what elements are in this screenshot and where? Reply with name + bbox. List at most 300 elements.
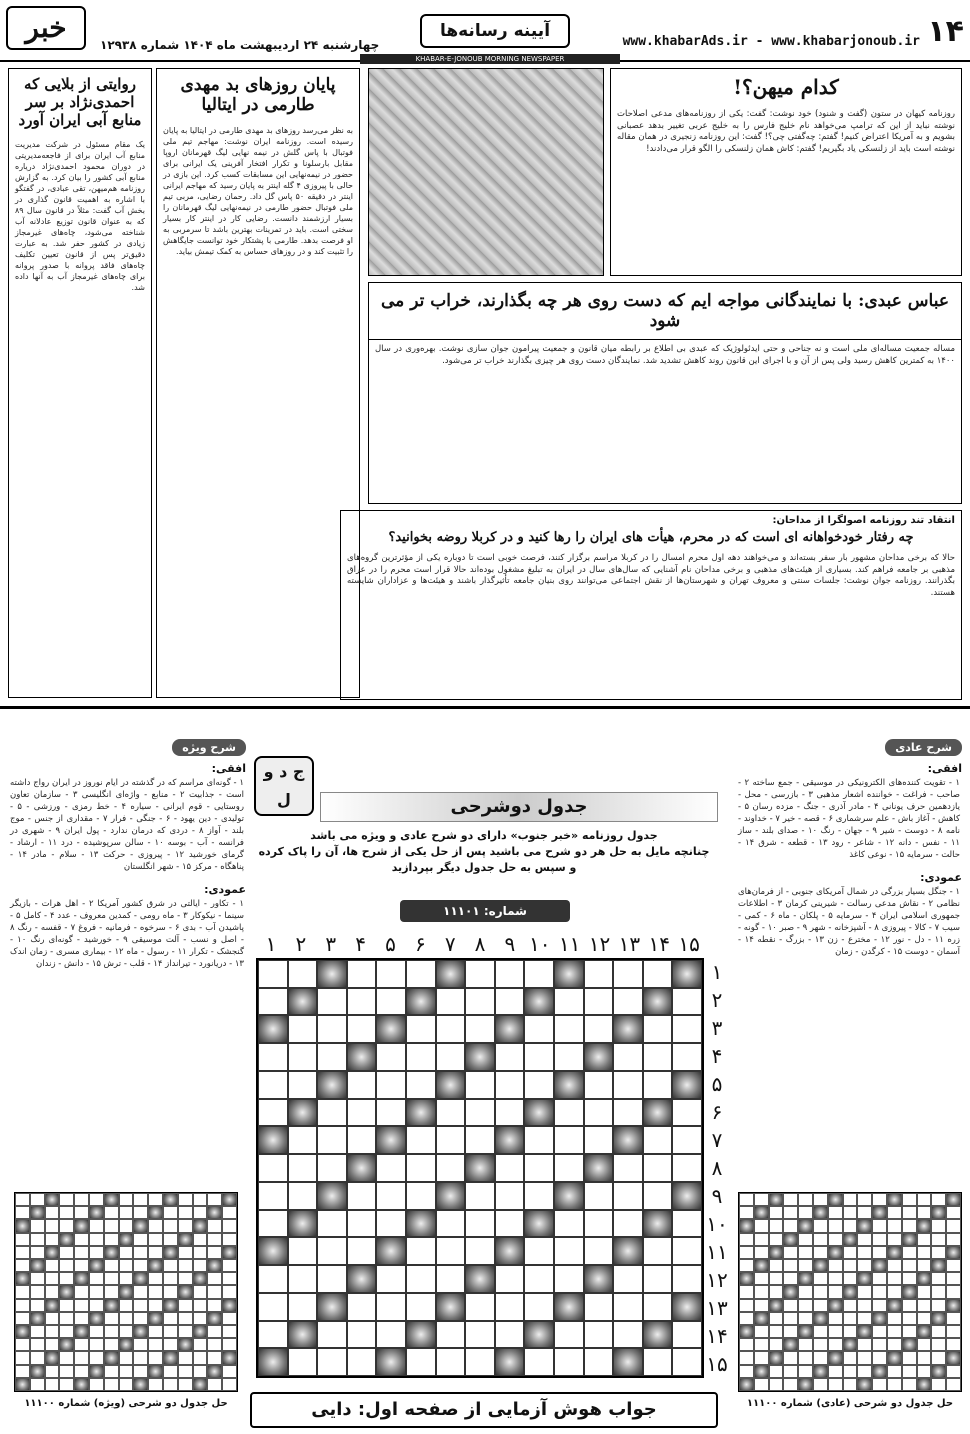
black-cell [798,1325,813,1338]
answer-cell [59,1259,74,1272]
grid-cell[interactable] [347,960,377,988]
grid-cell[interactable] [406,1348,436,1376]
grid-cell[interactable] [258,960,288,988]
grid-cell[interactable] [672,1126,702,1154]
black-cell [376,1237,406,1265]
answer-cell [946,1233,961,1246]
grid-cell[interactable] [376,1265,406,1293]
answer-cell [119,1351,134,1364]
answer-cell [119,1325,134,1338]
black-cell [436,960,466,988]
answer-cell [178,1206,193,1219]
grid-cell[interactable] [288,1015,318,1043]
grid-cell[interactable] [524,1182,554,1210]
grid-cell[interactable] [495,1293,525,1321]
grid-cell[interactable] [643,1015,673,1043]
grid-cell[interactable] [465,1210,495,1238]
grid-cell[interactable] [317,1099,347,1127]
grid-cell[interactable] [288,1071,318,1099]
grid-cell[interactable] [465,1071,495,1099]
grid-cell[interactable] [554,1015,584,1043]
grid-cell[interactable] [495,1154,525,1182]
black-cell [931,1206,946,1219]
black-cell [119,1233,134,1246]
black-cell [524,1099,554,1127]
answer-cell [798,1338,813,1351]
answer-cell [207,1299,222,1312]
grid-cell[interactable] [406,1126,436,1154]
black-cell [15,1272,30,1285]
grid-cell[interactable] [317,988,347,1016]
grid-cell[interactable] [465,1182,495,1210]
grid-cell[interactable] [524,1071,554,1099]
grid-cell[interactable] [436,1043,466,1071]
grid-cell[interactable] [524,960,554,988]
black-cell [133,1219,148,1232]
grid-cell[interactable] [613,1043,643,1071]
black-cell [613,1348,643,1376]
black-cell [288,988,318,1016]
grid-cell[interactable] [672,1321,702,1349]
grid-cell[interactable] [288,1237,318,1265]
grid-cell[interactable] [554,1154,584,1182]
grid-cell[interactable] [672,1265,702,1293]
grid-cell[interactable] [613,1182,643,1210]
black-cell [15,1325,30,1338]
grid-cell[interactable] [436,1265,466,1293]
grid-cell[interactable] [376,1071,406,1099]
grid-cell[interactable] [554,1321,584,1349]
grid-cell[interactable] [406,960,436,988]
black-cell [222,1193,237,1206]
answer-cell [59,1299,74,1312]
grid-cell[interactable] [406,1182,436,1210]
grid-cell[interactable] [465,1099,495,1127]
grid-cell[interactable] [613,988,643,1016]
black-cell [104,1351,119,1364]
grid-cell[interactable] [347,1348,377,1376]
grid-cell[interactable] [643,1071,673,1099]
grid-cell[interactable] [376,1210,406,1238]
grid-cell[interactable] [524,1237,554,1265]
grid-cell[interactable] [406,1265,436,1293]
grid-cell[interactable] [524,1265,554,1293]
grid-cell[interactable] [406,1154,436,1182]
answer-cell [30,1246,45,1259]
answer-cell [207,1338,222,1351]
grid-cell[interactable] [436,1015,466,1043]
grid-cell[interactable] [584,1071,614,1099]
grid-cell[interactable] [495,1321,525,1349]
grid-cell[interactable] [643,1348,673,1376]
grid-cell[interactable] [258,1099,288,1127]
grid-cell[interactable] [436,1348,466,1376]
column-number: ۸ [474,932,486,956]
grid-cell[interactable] [258,988,288,1016]
grid-cell[interactable] [672,1099,702,1127]
row-number: ۲ [711,988,723,1012]
subtitle-strip: KHABAR-E-JONOUB MORNING NEWSPAPER [360,54,620,64]
grid-cell[interactable] [584,1237,614,1265]
grid-cell[interactable] [524,1043,554,1071]
grid-cell[interactable] [554,1099,584,1127]
grid-cell[interactable] [347,1015,377,1043]
answer-cell [843,1259,858,1272]
grid-cell[interactable] [347,988,377,1016]
answer-cell [148,1378,163,1391]
answer-cell [739,1365,754,1378]
black-cell [207,1206,222,1219]
grid-cell[interactable] [495,1265,525,1293]
websites[interactable]: www.khabarAds.ir - www.khabarjonoub.ir [622,34,920,49]
grid-cell[interactable] [317,1210,347,1238]
grid-cell[interactable] [347,1099,377,1127]
grid-cell[interactable] [347,1210,377,1238]
answer-cell [148,1325,163,1338]
grid-cell[interactable] [465,1237,495,1265]
grid-cell[interactable] [436,1099,466,1127]
black-cell [163,1193,178,1206]
answer-cell [917,1338,932,1351]
grid-cell[interactable] [258,1321,288,1349]
answer-cell [902,1206,917,1219]
answer-cell [45,1285,60,1298]
black-cell [872,1365,887,1378]
grid-cell[interactable] [465,1348,495,1376]
grid-cell[interactable] [495,960,525,988]
grid-cell[interactable] [495,1043,525,1071]
article-body: به نظر می‌رسد روزهای بد مهدی طارمی در ایتالیا به پایان رسیده است. روزنامه ایران نوشت: مهاجم تیم ملی فوتبال با پاس گلش در نیمه نهایی لیگ قهرمانان اروپا مقابل بارسلونا و تکرار افتخار آفرینی یک ایرانی برای حضور در نیمه‌نهایی این مسابقات کسب کرد. این بازی در حالی با پیروزی ۴ گله اینتر به پایان رسید که مهاجم ایرانی اینتر در دقیقه ۵۰ پاس گل داد. رحمان رضایی، مربی تیم ملی فوتبال حضور طارمی در نیمه‌نهایی لیگ قهرمانان را بسیار ارزشمند دانست. رضایی کار در اینتر کار بسیار سختی است. باید در تمرینات بهترین باشد تا سرمربی به او فرصت بدهد. طارمی با پشتکار خود توانست جایگاهش را تثبیت کند و در روزهای حساس به کمک تیمش بیاید. [163,126,353,256]
grid-cell[interactable] [613,960,643,988]
grid-cell[interactable] [554,1126,584,1154]
grid-cell[interactable] [465,960,495,988]
grid-cell[interactable] [288,1043,318,1071]
grid-cell[interactable] [643,1182,673,1210]
grid-cell[interactable] [554,1043,584,1071]
grid-cell[interactable] [436,1237,466,1265]
answer-cell [739,1233,754,1246]
answer-cell [222,1312,237,1325]
answer-cell [887,1219,902,1232]
black-cell [317,960,347,988]
normal-label: شرح عادی [885,739,962,756]
grid-cell[interactable] [317,1154,347,1182]
grid-cell[interactable] [376,988,406,1016]
black-cell [104,1246,119,1259]
grid-cell[interactable] [376,1321,406,1349]
black-cell [843,1285,858,1298]
grid-cell[interactable] [406,1015,436,1043]
answer-cell [207,1325,222,1338]
answer-cell [872,1219,887,1232]
grid-cell[interactable] [347,1237,377,1265]
grid-cell[interactable] [554,988,584,1016]
grid-cell[interactable] [524,1126,554,1154]
grid-cell[interactable] [317,1015,347,1043]
grid-cell[interactable] [613,1154,643,1182]
answer-cell [30,1299,45,1312]
grid-cell[interactable] [465,1321,495,1349]
answer-cell [813,1378,828,1391]
answer-cell [178,1259,193,1272]
grid-cell[interactable] [347,1071,377,1099]
grid-cell[interactable] [672,1015,702,1043]
grid-cell[interactable] [376,1154,406,1182]
grid-cell[interactable] [554,1348,584,1376]
grid-cell[interactable] [584,1015,614,1043]
black-cell [917,1272,932,1285]
grid-cell[interactable] [465,988,495,1016]
grid-cell[interactable] [258,1071,288,1099]
grid-cell[interactable] [288,1182,318,1210]
grid-cell[interactable] [376,960,406,988]
grid-cell[interactable] [613,1321,643,1349]
answer-cell [104,1365,119,1378]
answer-cell [15,1206,30,1219]
grid-cell[interactable] [584,1182,614,1210]
grid-cell[interactable] [495,1099,525,1127]
grid-cell[interactable] [436,1210,466,1238]
grid-cell[interactable] [258,1154,288,1182]
answer-cell [828,1312,843,1325]
grid-cell[interactable] [554,1210,584,1238]
answer-cell [89,1299,104,1312]
grid-cell[interactable] [288,960,318,988]
answer-cell [15,1246,30,1259]
grid-cell[interactable] [436,1154,466,1182]
answer-cell [193,1312,208,1325]
grid-cell[interactable] [406,1293,436,1321]
grid-cell[interactable] [376,1043,406,1071]
grid-cell[interactable] [465,1293,495,1321]
answer-cell [754,1325,769,1338]
grid-cell[interactable] [554,1265,584,1293]
grid-cell[interactable] [406,1237,436,1265]
grid-cell[interactable] [672,1210,702,1238]
answer-cell [89,1246,104,1259]
grid-cell[interactable] [436,1321,466,1349]
black-cell [193,1378,208,1391]
row-number: ۱۳ [706,1296,728,1320]
grid-cell[interactable] [288,1265,318,1293]
answer-cell [163,1325,178,1338]
grid-cell[interactable] [495,1210,525,1238]
answer-cell [74,1285,89,1298]
grid-cell[interactable] [465,1015,495,1043]
grid-cell[interactable] [436,1126,466,1154]
answer-grid-special [14,1192,238,1392]
black-cell [465,1154,495,1182]
black-cell [59,1233,74,1246]
black-cell [887,1351,902,1364]
black-cell [798,1272,813,1285]
grid-cell[interactable] [584,988,614,1016]
answer-cell [207,1246,222,1259]
grid-cell[interactable] [643,1293,673,1321]
grid-cell[interactable] [258,1043,288,1071]
grid-cell[interactable] [584,1126,614,1154]
answer-cell [931,1338,946,1351]
column-number: ۴ [355,932,366,956]
answer-cell [828,1285,843,1298]
grid-cell[interactable] [554,1237,584,1265]
answer-cell [59,1312,74,1325]
grid-cell[interactable] [643,1237,673,1265]
answer-cell [119,1246,134,1259]
grid-cell[interactable] [524,1154,554,1182]
crossword-badge: ج د و ل [254,756,314,816]
article-title: عباس عبدی: با نمایندگانی مواجه ایم که دست روی هر چه بگذارند، خراب تر می شود [369,283,961,340]
grid-cell[interactable] [672,988,702,1016]
grid-cell[interactable] [465,1126,495,1154]
grid-cell[interactable] [584,960,614,988]
answer-cell [813,1338,828,1351]
grid-cell[interactable] [613,1293,643,1321]
grid-cell[interactable] [288,1154,318,1182]
article-taremi [156,68,360,698]
black-cell [133,1272,148,1285]
answer-label-normal: حل جدول دو شرحی (عادی) شماره ۱۱۱۰۰ [746,1398,954,1409]
answer-cell [887,1206,902,1219]
grid-cell[interactable] [495,988,525,1016]
crossword-header [250,752,718,894]
grid-cell[interactable] [584,1293,614,1321]
answer-cell [887,1365,902,1378]
grid-cell[interactable] [406,1043,436,1071]
black-cell [317,1293,347,1321]
answer-cell [769,1312,784,1325]
grid-cell[interactable] [376,1099,406,1127]
grid-cell[interactable] [672,1237,702,1265]
answer-cell [59,1365,74,1378]
answer-cell [89,1351,104,1364]
grid-cell[interactable] [406,1071,436,1099]
grid-cell[interactable] [672,1348,702,1376]
answer-cell [193,1299,208,1312]
grid-cell[interactable] [288,1293,318,1321]
black-cell [798,1378,813,1391]
grid-cell[interactable] [643,1043,673,1071]
answer-cell [45,1312,60,1325]
answer-cell [754,1338,769,1351]
grid-cell[interactable] [613,1210,643,1238]
quiz-answer: جواب هوش آزمایی از صفحه اول: دایی [250,1392,718,1428]
answer-cell [931,1351,946,1364]
answer-cell [89,1325,104,1338]
grid-cell[interactable] [317,1126,347,1154]
grid-cell[interactable] [643,1265,673,1293]
grid-cell[interactable] [376,1293,406,1321]
black-cell [89,1312,104,1325]
grid-cell[interactable] [643,1154,673,1182]
grid-cell[interactable] [317,1043,347,1071]
answer-cell [872,1351,887,1364]
grid-cell[interactable] [288,1348,318,1376]
grid-cell[interactable] [258,1182,288,1210]
grid-cell[interactable] [495,1182,525,1210]
grid-cell[interactable] [584,1321,614,1349]
grid-cell[interactable] [613,1099,643,1127]
desc-line: و سپس به حل جدول دیگر بپردازید [391,861,577,874]
answer-cell [133,1206,148,1219]
grid-cell[interactable] [317,1321,347,1349]
grid-cell[interactable] [584,1210,614,1238]
answer-cell [30,1378,45,1391]
grid-cell[interactable] [258,1265,288,1293]
grid-cell[interactable] [347,1182,377,1210]
grid-cell[interactable] [317,1265,347,1293]
grid-cell[interactable] [258,1293,288,1321]
answer-cell [193,1338,208,1351]
answer-cell [857,1351,872,1364]
grid-cell[interactable] [495,1071,525,1099]
answer-cell [754,1299,769,1312]
black-cell [317,1071,347,1099]
grid-cell[interactable] [258,1210,288,1238]
answer-cell [74,1312,89,1325]
grid-cell[interactable] [524,1293,554,1321]
row-number: ۹ [711,1184,723,1208]
answer-cell [45,1233,60,1246]
grid-cell[interactable] [613,1071,643,1099]
answer-cell [45,1378,60,1391]
black-cell [258,1348,288,1376]
grid-cell[interactable] [317,1348,347,1376]
grid-cell[interactable] [347,1321,377,1349]
black-cell [222,1299,237,1312]
grid-cell[interactable] [672,1154,702,1182]
grid-cell[interactable] [524,1015,554,1043]
grid-cell[interactable] [643,960,673,988]
answer-cell [739,1299,754,1312]
black-cell [163,1351,178,1364]
black-cell [643,1099,673,1127]
black-cell [495,1015,525,1043]
answer-cell [843,1299,858,1312]
grid-cell[interactable] [584,1099,614,1127]
answer-cell [74,1338,89,1351]
grid-cell[interactable] [524,1348,554,1376]
answer-cell [843,1325,858,1338]
answer-cell [148,1338,163,1351]
column-number: ۱ [265,932,277,956]
grid-cell[interactable] [643,1126,673,1154]
grid-cell[interactable] [613,1265,643,1293]
grid-cell[interactable] [436,988,466,1016]
answer-cell [902,1246,917,1259]
grid-cell[interactable] [288,1126,318,1154]
column-number: ۱۰ [529,932,551,956]
grid-cell[interactable] [584,1348,614,1376]
black-cell [554,960,584,988]
grid-cell[interactable] [347,1293,377,1321]
grid-cell[interactable] [672,1043,702,1071]
crossword-grid[interactable] [256,958,704,1378]
answer-cell [754,1219,769,1232]
grid-cell[interactable] [317,1237,347,1265]
grid-cell[interactable] [347,1126,377,1154]
answer-cell [178,1193,193,1206]
answer-cell [178,1312,193,1325]
black-cell [133,1378,148,1391]
desc-line: چنانچه مایل به حل هر دو شرح می باشید پس از حل یکی از شرح ها، آن را پاک کرده [258,845,710,858]
answer-cell [857,1312,872,1325]
answer-cell [843,1246,858,1259]
grid-cell[interactable] [376,1182,406,1210]
crossword-description [250,828,718,876]
black-cell [872,1259,887,1272]
black-cell [30,1206,45,1219]
